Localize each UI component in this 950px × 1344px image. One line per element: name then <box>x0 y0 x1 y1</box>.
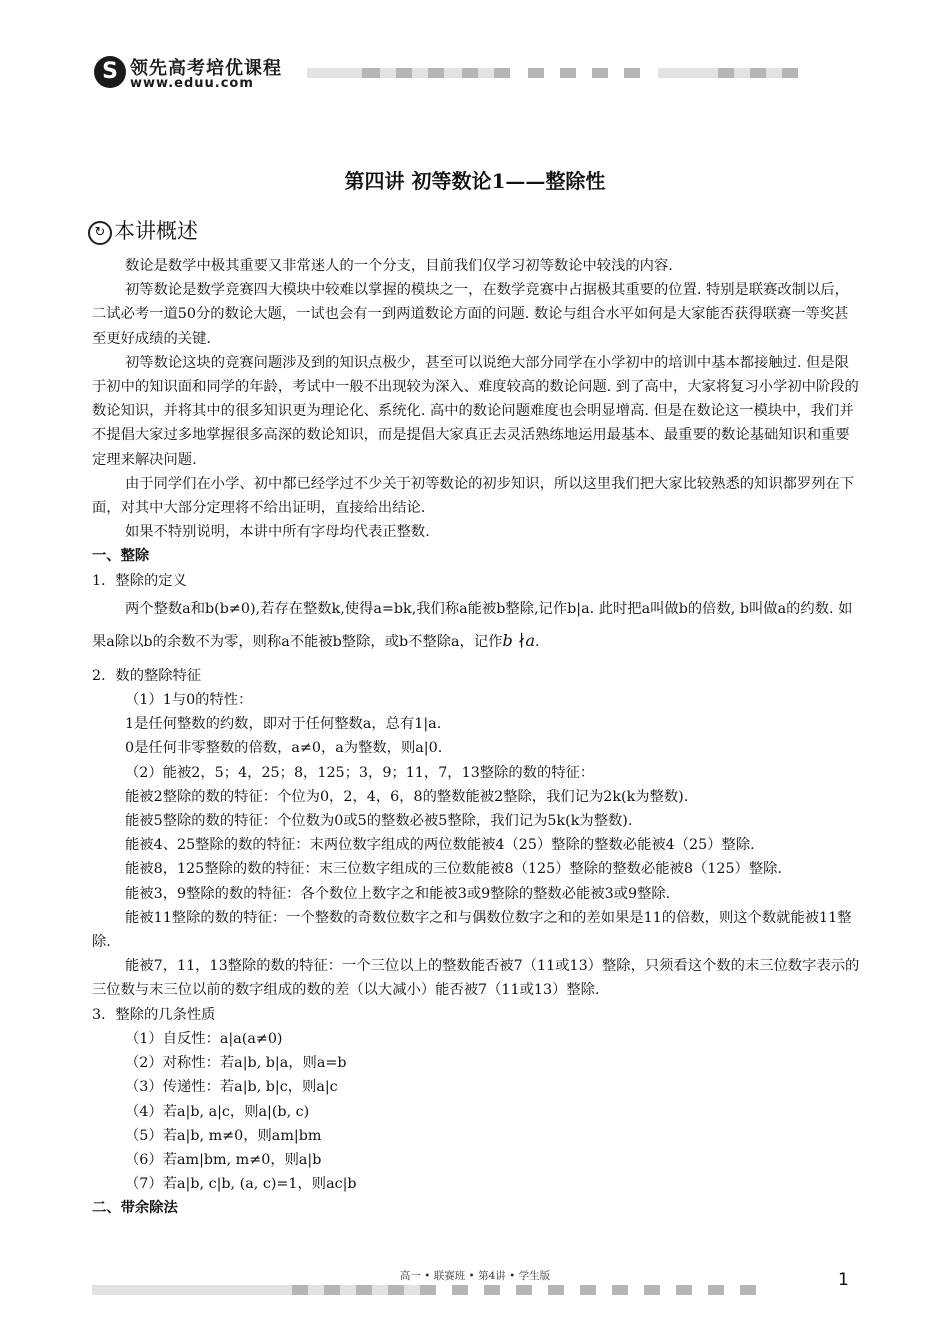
not-divide-symbol: b ∤a <box>502 630 535 650</box>
property-item: （7）若a|b, c|b, (a, c)=1，则ac|b <box>125 1176 357 1193</box>
decor-block <box>452 1285 468 1295</box>
characteristic-item: 1是任何整数的约数，即对于任何整数a，总有1|a. <box>125 716 442 733</box>
overview-heading <box>88 215 198 245</box>
property-item: （1）自反性：a|a(a≠0) <box>125 1030 283 1047</box>
decor-block <box>478 68 494 78</box>
decor-block <box>782 68 798 78</box>
decor-block <box>420 1285 436 1295</box>
properties-list <box>92 1027 862 1196</box>
decor-block <box>576 68 592 78</box>
decor-block <box>404 1285 420 1295</box>
definition-paragraph <box>92 593 862 658</box>
characteristics-list <box>92 688 862 906</box>
decor-block <box>644 1285 660 1295</box>
decor-block <box>380 68 396 78</box>
decor-block <box>324 1285 340 1295</box>
decor-block <box>484 1285 500 1295</box>
definition-text: 两个整数a和b(b≠0),若存在整数k,使得a=bk,我们称a能被b整除,记作b|a. 此时把a叫做b的倍数, b叫做a的约数. 如果a除以b的余数不为零，则称a不能被b整除，或b不整除a，记作 <box>92 600 853 650</box>
decor-block <box>388 1285 404 1295</box>
definition-end: . <box>534 633 540 650</box>
decor-block <box>592 68 608 78</box>
paragraph: 如果不特别说明，本讲中所有字母均代表正整数. <box>125 524 430 541</box>
decor-block <box>444 68 462 78</box>
decor-block <box>92 1285 292 1295</box>
characteristic-item: （1）1与0的特性： <box>125 692 253 709</box>
decor-block <box>528 68 544 78</box>
decor-block <box>544 68 560 78</box>
page-header <box>92 48 862 98</box>
decor-block <box>628 1285 644 1295</box>
decor-block <box>560 68 576 78</box>
page-number: 1 <box>838 1270 849 1290</box>
decor-block <box>500 1285 516 1295</box>
decor-block <box>660 1285 676 1295</box>
decor-block <box>516 1285 532 1295</box>
decor-block <box>740 1285 756 1295</box>
section-heading: 一、整除 <box>92 548 150 565</box>
decor-block <box>596 1285 612 1295</box>
property-item: （3）传递性：若a|b, b|c，则a|c <box>125 1079 338 1096</box>
decor-block <box>640 68 658 78</box>
characteristic-item: 能被5整除的数的特征：个位数为0或5的整数必被5整除，我们记为5k(k为整数). <box>125 813 633 830</box>
property-item: （2）对称性：若a|b, b|a，则a=b <box>125 1055 347 1072</box>
decor-block <box>362 68 380 78</box>
footer-text: 高一 • 联赛班 • 第4讲 • 学生版 <box>399 1270 551 1282</box>
decor-block <box>612 1285 628 1295</box>
decor-block <box>532 1285 548 1295</box>
decor-block <box>548 1285 564 1295</box>
paragraph: 初等数论是数学竞赛四大模块中较难以掌握的模块之一，在数学竞赛中占据极其重要的位置. 特别是联赛改制以后，二试必考一道50分的数论大题，一试也会有一到两道数论方面的问题. 数论与组合水平如何是大家能否获得联赛一等奖甚至更好成绩的关键. <box>92 282 849 347</box>
logo-icon: S <box>94 56 126 88</box>
property-item: （5）若a|b, m≠0，则am|bm <box>125 1127 322 1144</box>
characteristic-item: 能被8，125整除的数的特征：末三位数字组成的三位数能被8（125）整除的整数必能被8（125）整除. <box>125 861 782 878</box>
decor-block <box>372 1285 388 1295</box>
decor-block <box>750 68 766 78</box>
subsection-heading: 2．数的整除特征 <box>92 667 202 684</box>
decor-block <box>307 68 362 78</box>
characteristic-7-11-13: 能被7，11，13整除的数的特征：一个三位以上的整数能否被7（11或13）整除，只须看这个数的末三位数字表示的三位数与末三位以前的数字组成的数的差（以大减小）能否被7（11或13）整除. <box>92 958 860 999</box>
decor-block <box>734 68 750 78</box>
characteristic-item: 能被2整除的数的特征：个位为0，2，4，6，8的整数能被2整除，我们记为2k(k为整数). <box>125 788 689 805</box>
decor-block <box>724 1285 740 1295</box>
paragraph: 初等数论这块的竞赛问题涉及到的知识点极少，甚至可以说绝大部分同学在小学初中的培训中基本都接触过. 但是限于初中的知识面和同学的年龄，考试中一般不出现较为深入、难度较高的数论问题. 到了高中，大家将复习小学初中阶段的数论知识，并将其中的很多知识更为理论化、系统化. 高中的数论问题难度也会明显增高. 但是在数论这一模块中，我们并不提倡大家过多地掌握很多高深的数论知识，而是提倡大家真正去灵活熟练地运用最基本、最重要的数论基础知识和重要定理来解决问题. <box>92 354 859 468</box>
decor-block <box>676 1285 692 1295</box>
decor-block <box>468 1285 484 1295</box>
decor-block <box>708 1285 724 1295</box>
decor-block <box>356 1285 372 1295</box>
decor-block <box>308 1285 324 1295</box>
logo-title: 领先高考培优课程 <box>130 58 282 79</box>
overview-heading-text: 本讲概述 <box>114 219 198 243</box>
decor-block <box>396 68 412 78</box>
decor-block <box>510 68 528 78</box>
footer-decor-bar <box>92 1285 832 1295</box>
characteristic-item: 能被3，9整除的数的特征：各个数位上数字之和能被3或9整除的整数必能被3或9整除. <box>125 885 671 902</box>
decor-block <box>624 68 640 78</box>
header-decor-bar <box>307 68 862 78</box>
subsection-heading: 1．整除的定义 <box>92 572 187 589</box>
circle-arrow-icon: ↻ <box>88 221 112 245</box>
decor-block <box>340 1285 356 1295</box>
paragraph: 数论是数学中极其重要又非常迷人的一个分支，目前我们仅学习初等数论中较浅的内容. <box>125 258 673 274</box>
logo-url: www.eduu.com <box>130 76 254 91</box>
section-heading: 二、带余除法 <box>92 1200 178 1217</box>
property-item: （6）若am|bm, m≠0，则a|b <box>125 1151 322 1168</box>
lecture-title: 第四讲 初等数论1——整除性 <box>344 169 606 193</box>
decor-block <box>428 68 444 78</box>
decor-block <box>436 1285 452 1295</box>
decor-block <box>494 68 510 78</box>
decor-block <box>718 68 734 78</box>
decor-block <box>766 68 782 78</box>
decor-block <box>462 68 478 78</box>
decor-block <box>564 1285 580 1295</box>
characteristic-item: 0是任何非零整数的倍数，a≠0，a为整数，则a|0. <box>125 740 443 757</box>
subsection-heading: 3．整除的几条性质 <box>92 1006 216 1023</box>
decor-block <box>292 1285 308 1295</box>
decor-block <box>692 1285 708 1295</box>
characteristic-item: （2）能被2，5；4，25；8，125；3，9；11，7，13整除的数的特征： <box>125 764 595 781</box>
paragraph: 由于同学们在小学、初中都已经学过不少关于初等数论的初步知识，所以这里我们把大家比较熟悉的知识都罗列在下面，对其中大部分定理将不给出证明，直接给出结论. <box>92 475 855 517</box>
decor-block <box>412 68 428 78</box>
characteristic-11: 能被11整除的数的特征：一个整数的奇数位数字之和与偶数位数字之和的差如果是11的倍数，则这个数就能被11整除. <box>92 909 852 951</box>
decor-block <box>580 1285 596 1295</box>
decor-block <box>658 68 718 78</box>
decor-block <box>608 68 624 78</box>
document-body <box>92 254 862 1221</box>
characteristic-item: 能被4、25整除的数的特征：末两位数字组成的两位数能被4（25）整除的整数必能被4（25）整除. <box>125 837 755 854</box>
property-item: （4）若a|b, a|c，则a|(b, c) <box>125 1103 310 1120</box>
